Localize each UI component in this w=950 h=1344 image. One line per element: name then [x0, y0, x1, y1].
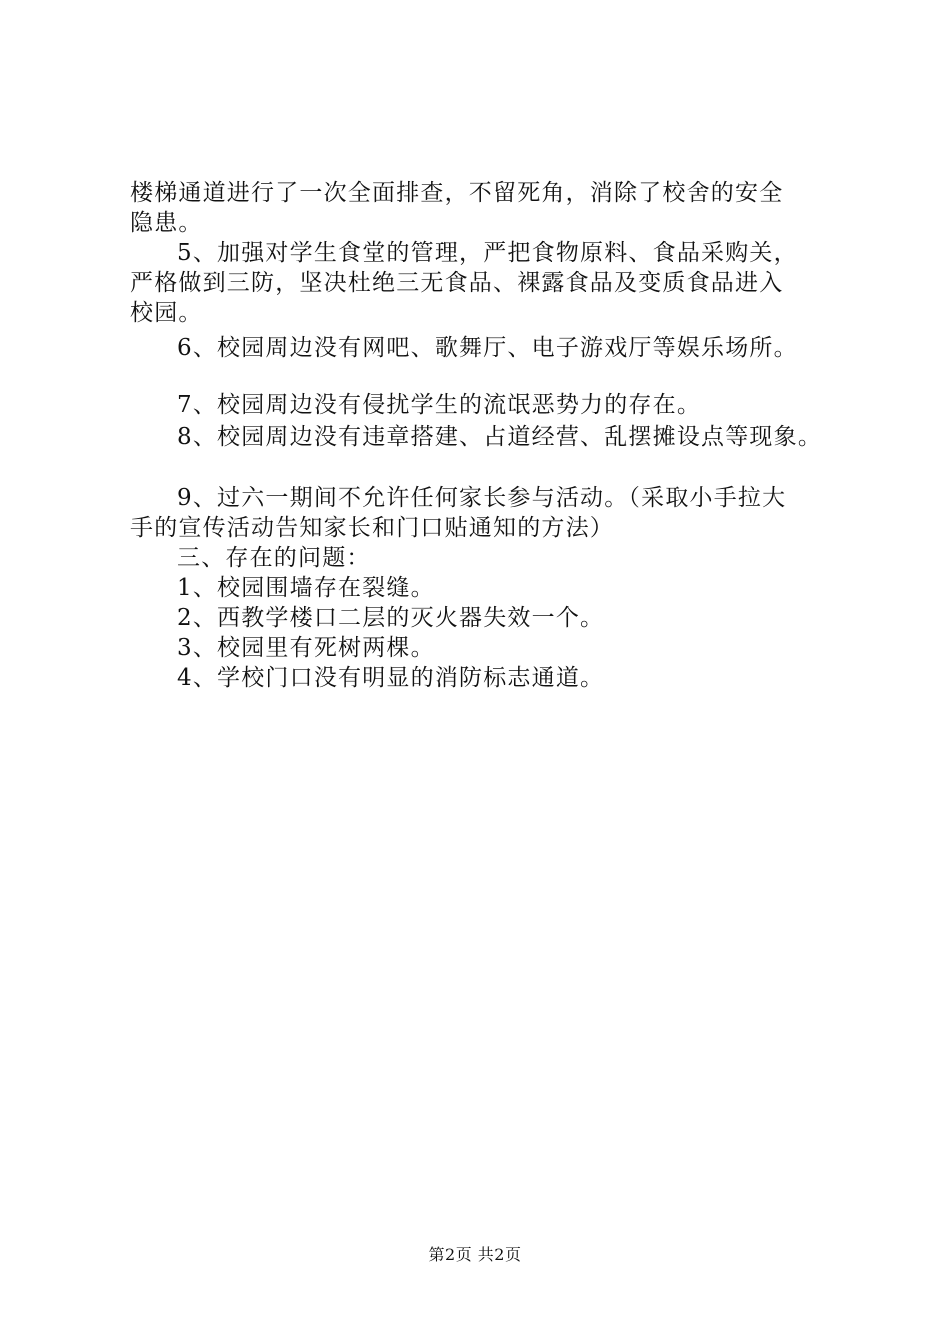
text-line: 严格做到三防，坚决杜绝三无食品、裸露食品及变质食品进入 [130, 270, 784, 296]
text-line: 9、过六一期间不允许任何家长参与活动。（采取小手拉大 [177, 485, 787, 511]
text-line: 8、校园周边没有违章搭建、占道经营、乱摆摊设点等现象。 [177, 424, 823, 450]
list-item: 1、校园围墙存在裂缝。 [177, 575, 435, 601]
section-heading: 三、存在的问题： [177, 545, 371, 571]
text-line: 7、校园周边没有侵扰学生的流氓恶势力的存在。 [177, 392, 702, 418]
text-line: 6、校园周边没有网吧、歌舞厅、电子游戏厅等娱乐场所。 [177, 335, 798, 361]
page-number-footer: 第2页 共2页 [428, 1245, 522, 1264]
text-line: 5、加强对学生食堂的管理，严把食物原料、食品采购关， [177, 240, 798, 266]
text-line: 隐患。 [130, 210, 203, 236]
list-item: 2、西教学楼口二层的灭火器失效一个。 [177, 605, 605, 631]
text-line: 楼梯通道进行了一次全面排查，不留死角，消除了校舍的安全 [130, 180, 784, 206]
text-line: 校园。 [130, 300, 203, 326]
list-item: 3、校园里有死树两棵。 [177, 635, 435, 661]
text-line: 手的宣传活动告知家长和门口贴通知的方法） [130, 515, 614, 541]
list-item: 4、学校门口没有明显的消防标志通道。 [177, 665, 605, 691]
